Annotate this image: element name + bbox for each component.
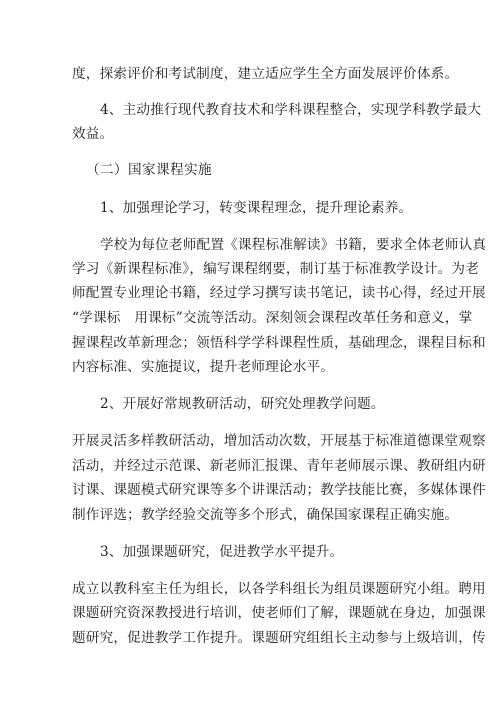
paragraph-line: 内容标准、实施提议，提升老师理论水平。 — [72, 359, 335, 375]
paragraph-line: 效益。 — [72, 126, 114, 142]
section-heading: （二）国家课程实施 — [86, 162, 212, 178]
paragraph-line: 学校为每位老师配置《课程标准解读》书籍，要求全体老师认真 — [100, 237, 487, 253]
paragraph-line: 开展灵活多样教研活动，增加活动次数，开展基于标准道德课堂观察 — [72, 433, 486, 449]
paragraph-line: 活动，并经过示范课、新老师汇报课、青年老师展示课、教研组内研 — [72, 458, 486, 474]
paragraph-line: 握课程改革新理念；领悟科学学科课程性质，基础理念，课程目标和 — [72, 335, 486, 351]
paragraph-line: 学习《新课程标准》，编写课程纲要，制订基于标准教学设计。为老 — [72, 261, 480, 277]
paragraph-line: 题研究，促进教学工作提升。课题研究组组长主动参与上级培训，传 — [72, 630, 486, 646]
paragraph-line: 师配置专业理论书籍，经过学习撰写读书笔记，读书心得，经过开展 — [72, 285, 486, 301]
paragraph-line: 讨课、课题模式研究课等多个讲课活动；教学技能比赛，多媒体课件 — [72, 482, 486, 498]
paragraph-line: “学课标 用课标”交流等活动。深刻领会课程改革任务和意义，掌 — [72, 310, 473, 326]
subheading-3: 3、加强课题研究，促进教学水平提升。 — [100, 544, 344, 560]
paragraph-line: 成立以教科室主任为组长，以各学科组长为组员课题研究小组。聘用 — [72, 581, 486, 597]
subheading-1: 1、加强理论学习，转变课程理念，提升理论素养。 — [100, 200, 413, 216]
list-item-4: 4、主动推行现代教育技术和学科课程整合，实现学科教学最大 — [100, 102, 482, 118]
paragraph-line: 课题研究资深教授进行培训，使老师们了解，课题就在身边，加强课 — [72, 605, 486, 621]
paragraph-line: 制作评选；教学经验交流等多个形式，确保国家课程正确实施。 — [72, 507, 459, 523]
paragraph-line: 度，探索评价和考试制度，建立适应学生全方面发展评价体系。 — [72, 66, 459, 82]
subheading-2: 2、开展好常规教研活动，研究处理教学问题。 — [100, 396, 385, 412]
